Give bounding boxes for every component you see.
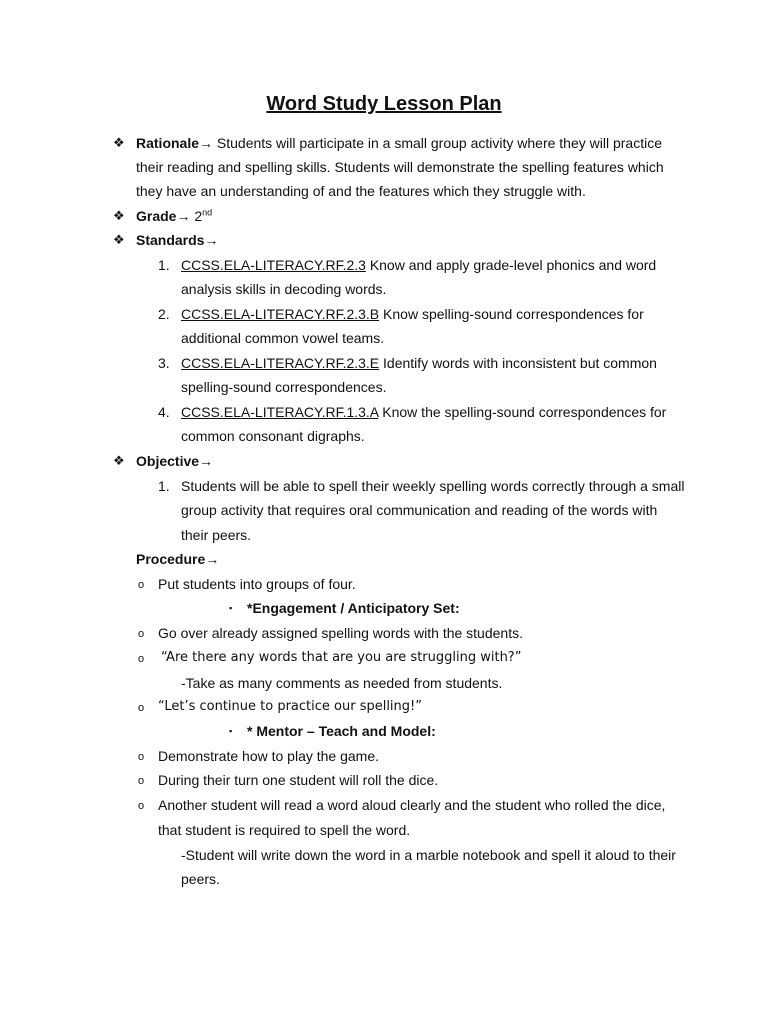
engagement-heading: *Engagement / Anticipatory Set: [247,600,460,616]
standard-code-link[interactable]: CCSS.ELA-LITERACY.RF.1.3.A [181,404,379,420]
standard-item-4 [181,403,666,421]
arrow-icon: → [176,208,191,224]
standard-item-2-cont: additional common vowel teams. [181,330,385,346]
rationale-line-3: they have an understanding of and the features which they struggle with. [136,183,586,199]
standard-text: Identify words with inconsistent but common [383,355,657,371]
procedure-step-3: “Are there any words that are you are struggling with?” [161,650,522,665]
diamond-bullet-icon: ❖ [113,453,125,468]
standards-label: Standards [136,232,205,248]
procedure-step-7-line-2: that student is required to spell the word. [158,822,411,838]
standard-item-1-cont: analysis skills in decoding words. [181,281,387,297]
procedure-step-3-note: -Take as many comments as needed from students. [181,675,503,691]
circle-bullet-icon: o [138,579,145,591]
diamond-bullet-icon: ❖ [113,135,125,150]
standard-text: Know spelling-sound correspondences for [383,306,644,322]
procedure-step-7-note-2: peers. [181,871,220,887]
procedure-line [136,550,219,568]
standard-number: 4. [158,404,170,420]
grade-label: Grade [136,208,177,224]
objective-text-1: Students will be able to spell their weekly spelling words correctly through a small [181,478,685,494]
standard-item-4-cont: common consonant digraphs. [181,428,365,444]
standard-number: 1. [158,257,170,273]
page-title: Word Study Lesson Plan [266,93,502,115]
procedure-label: Procedure [136,551,206,567]
standard-code-link[interactable]: CCSS.ELA-LITERACY.RF.2.3.B [181,306,380,322]
diamond-bullet-icon: ❖ [113,208,125,223]
procedure-step-6: During their turn one student will roll the dice. [158,772,439,788]
arrow-icon: → [205,551,220,567]
diamond-bullet-icon: ❖ [113,232,125,247]
rationale-line-1 [136,134,662,152]
standard-item-3 [181,354,657,372]
grade-value: 2 [194,208,203,224]
standard-text: Know and apply grade-level phonics and word [369,257,657,273]
standard-text: Know the spelling-sound correspondences for [382,404,667,420]
objective-line [136,452,213,470]
grade-line [136,207,212,225]
circle-bullet-icon: o [138,702,145,714]
circle-bullet-icon: o [138,653,145,665]
square-bullet-icon: ▪ [229,726,233,736]
objective-text-2: group activity that requires oral communication and reading of the words with [181,502,658,518]
mentor-heading: * Mentor – Teach and Model: [247,723,436,739]
arrow-icon: → [199,135,214,151]
grade-suffix: nd [202,207,213,218]
procedure-step-7-note-1: -Student will write down the word in a marble notebook and spell it aloud to their [181,847,676,863]
procedure-step-2: Go over already assigned spelling words with the students. [158,625,523,641]
procedure-step-4: “Let’s continue to practice our spelling!” [158,699,422,714]
rationale-label: Rationale [136,135,200,151]
arrow-icon: → [204,232,219,248]
objective-text-3: their peers. [181,527,252,543]
standard-item-3-cont: spelling-sound correspondences. [181,379,387,395]
circle-bullet-icon: o [138,628,145,640]
procedure-step-1: Put students into groups of four. [158,576,356,592]
rationale-line-2: their reading and spelling skills. Students will demonstrate the spelling features which [136,159,664,175]
procedure-step-5: Demonstrate how to play the game. [158,748,380,764]
circle-bullet-icon: o [138,800,145,812]
square-bullet-icon: ▪ [229,603,233,613]
standard-item-2 [181,305,644,323]
standard-item-1 [181,256,656,274]
standards-line [136,231,218,249]
procedure-step-7-line-1: Another student will read a word aloud clearly and the student who rolled the dice, [158,797,666,813]
standard-number: 3. [158,355,170,371]
rationale-text-1: Students will participate in a small group activity where they will practice [216,135,662,151]
objective-number: 1. [158,478,170,494]
standard-number: 2. [158,306,170,322]
circle-bullet-icon: o [138,751,145,763]
standard-code-link[interactable]: CCSS.ELA-LITERACY.RF.2.3 [181,257,366,273]
circle-bullet-icon: o [138,775,145,787]
objective-label: Objective [136,453,200,469]
standard-code-link[interactable]: CCSS.ELA-LITERACY.RF.2.3.E [181,355,380,371]
arrow-icon: → [199,453,214,469]
